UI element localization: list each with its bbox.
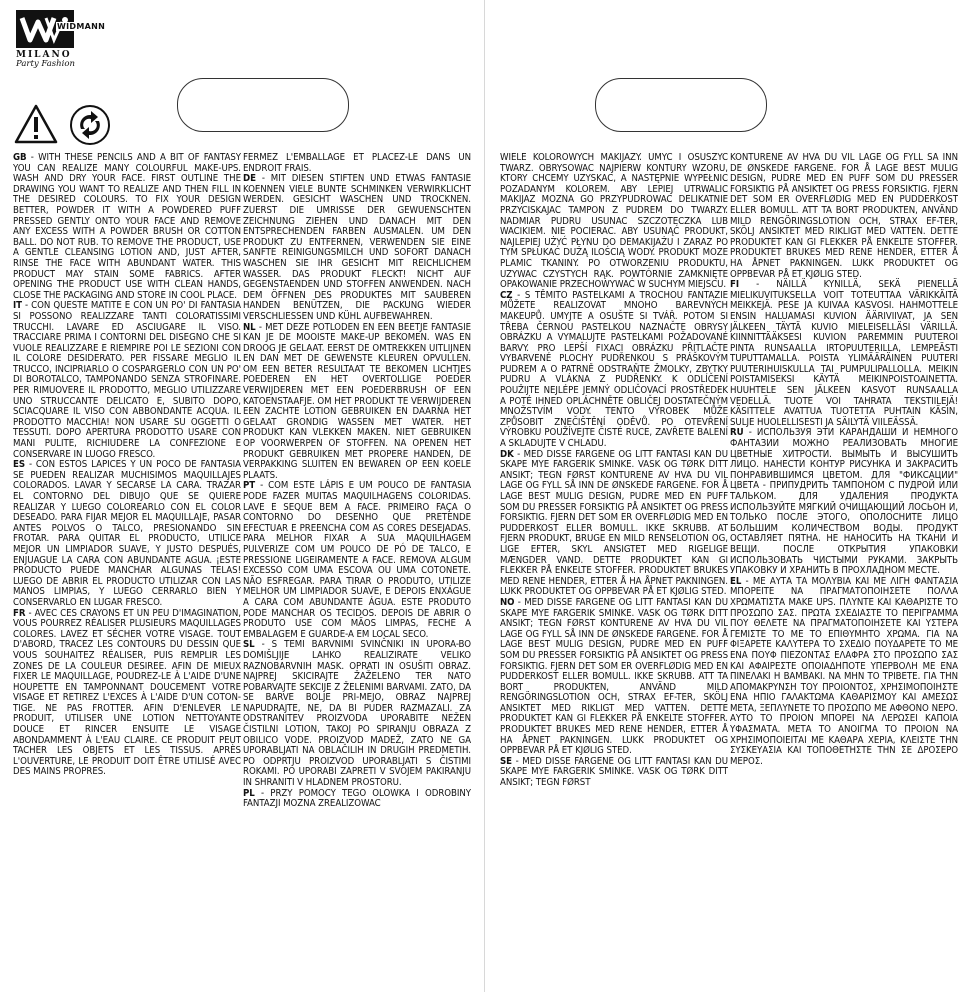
paragraph-no xyxy=(500,598,728,757)
lang-code-pt: PT xyxy=(243,480,256,492)
paragraph-pl-cont-text: WIELE KOLOROWYCH MAKIJAZY. UMYC I OSUSZYC TWARZ. OBRYSOWAC NAJPIERW KONTURY WZORU, KTORY CHCEMY UZYSKAC, A NASTĘPNIE WYPEŁNIC POZADANYM KOLOREM. ABY LEPIEJ UTRWALIC MAKIJAZ MOZNA GO PRZYPUDROWAC DELIKATNIE PRZYCISKAJAC TAMPON Z PUDREM DO TWARZY. NADMIAR PUDRU USUNAC SZCZOTECZKA LUB WACIKIEM. NIE POCIERAC. ABY USUNĄĆ PRODUKT, NAJLEPIEJ UŻYĆ PŁYNU DO DEMAKIJAŻU I ZARAZ PO TYM SPŁUKAĆ DUŻĄ ILOŚCIĄ WODY. PRODUKT MOZE PLAMIC TKANINY. PO OTWORZENIU PRODUKTU, UZYWAC CZYSTYCH RĄK. POWTÓRNIE ZAMKNIĘTE OPAKOWANIE PRZECHOWYWAĆ W SUCHYM MIEJSCU. xyxy=(500,153,728,291)
paragraph-es xyxy=(13,460,241,608)
paragraph-se xyxy=(500,757,728,789)
paragraph-sl xyxy=(243,640,471,788)
lang-code-ru: RU xyxy=(730,427,744,439)
paragraph-nl-text: - MET DEZE POTLODEN EN EEN BEETJE FANTASIE KAN JE DE MOOISTE MAKE-UP BEKOMEN. WAS EN DROOG JE GELAAT. EERST DE OMTREKKEN UITLIJNEN EN DAN MET DE GEWENSTE KLEUREN OPVULLEN. OM EEN BETER RESULTAAT TE BEKOMEN LICHTJES POEDEREN EN HET OVERTOLLIGE POEDER VERWIJDEREN MET EEN POEDERBRUSH OF EEN KATOENSTAAFJE. OM HET PRODUKT TE VERWIJDEREN EEN ZACHTE LOTION GEBRUIKEN EN DAARNA HET GELAAT GRONDIG WASSEN MET WATER. HET PRODUKT KAN VLEKKEN MAKEN. NIET GEBRUIKEN OP VOORWERPEN OF STOFFEN. NA OPENEN HET PRODUKT GEBRUIKEN MET PROPERE HANDEN, DE VERPAKKING SLUITEN EN BEWAREN OP EEN KOELE PLAATS. xyxy=(243,321,471,481)
paragraph-nl xyxy=(243,323,471,482)
paragraph-de-text: - MIT DIESEN STIFTEN UND ETWAS FANTASIE KOENNEN VIELE BUNTE SCHMINKEN VERWIRKLICHT WERDEN. GESICHT WASCHEN UND TROCKNEN. ZUERST DIE UMRISSE DER GEWUENSCHTEN ZEICHNUNG ZIEHEN UND DANACH MIT DEN ENTSPRECHENDEN FARBEN AUSMALEN. UM DEN PRODUKT ZU ENTFERNEN, VERWENDEN SIE EINE SANFTE REINIGUNGSMILCH UND SOFORT DANACH WASCHEN SIE IHR GESICHT MIT REICHLICHEM WASSER. DAS PRODUKT FLECKT! NICHT AUF GEGENSTAENDEN UND STOFFEN ANWENDEN. NACH DEM ÖFFNEN DES PRODUKTES MIT SAUBEREN HANDEN BENÜTZEN, DIE PACKUNG WIEDER VERSCHLIESSEN UND KÜHL AUFBEWAHREN. xyxy=(243,173,471,322)
lang-code-fi: FI xyxy=(730,279,740,291)
warning-triangle-icon xyxy=(14,104,58,144)
paragraph-dk-text: - MED DISSE FARGENE OG LITT FANTASI KAN DU SKAPE MYE FARGERIK SMINKE. VASK OG TØRK DITT ANSIKT; TEGN FØRST KONTURENE AV HVA DU VIL LAGE OG FYLL SÅ INN DE ØNSKEDE FARGENE. FOR Å LAGE BEST MULIG DESIGN, PUDRE MED EN PUFF SOM DU PRESSER FORSIKTIG PÅ ANSIKTET OG PRESS FORSIKTIG. FJERN DET SOM ER OVERFLØDIG MED EN PUDDERKOST ELLER BOMULL. IKKE SKRUBB. AT FJERN PRODUKT, BRUGE EN MILD RENSELOTION OG, LIGE EFTER, SKYL ANSIGTET MED RIGELIGE MÆNGDER VAND. DETTE PRODUKTET KAN GI FLEKKER PÅ ENKELTE STOFFER. PRODUKTET BRUKES MED RENE HENDER, ETTER Å HA ÅPNET PAKNINGEN. LUKK PRODUKTET OG OPPBEVAR PÅ ET KJØLIG STED. xyxy=(500,448,728,598)
paragraph-gb xyxy=(13,153,241,301)
paragraph-pl-text: - PRZY POMOCY TEGO OLOWKA I ODROBINY FANTAZJI MOZNA ZREALIZOWAC xyxy=(243,787,471,810)
paragraph-de xyxy=(243,174,471,322)
paragraph-cz xyxy=(500,291,728,450)
logo-brand-text: WIDMANN xyxy=(57,22,106,31)
paragraph-it xyxy=(13,301,241,460)
lang-code-cz: CZ xyxy=(500,289,513,301)
lang-code-es: ES xyxy=(13,459,26,471)
lang-code-de: DE xyxy=(243,173,256,185)
lang-code-nl: NL xyxy=(243,321,256,333)
text-column-1 xyxy=(13,153,241,983)
lang-code-sl: SL xyxy=(243,639,255,651)
paragraph-fr-cont-text: FERMEZ L'EMBALLAGE ET PLACEZ-LE DANS UN ENDROIT FRAIS. xyxy=(243,153,471,174)
paragraph-pt xyxy=(243,481,471,640)
paragraph-pt-text: - COM ESTE LÁPIS E UM POUCO DE FANTASIA PODE FAZER MUITAS MAQUILHAGENS COLORIDAS. LAVE E SEQUE BEM A FACE. PRIMEIRO FAÇA O CONTORNO DO DESENHO QUE PRETENDE EFECTUAR E PREENCHA COM AS CORES DESEJADAS. PARA MELHOR FIXAR A SUA MAQUILHAGEM PULVERIZE COM UM POUCO DE PÓ DE TALCO, E PRESSIONE LIGEIRAMENTE A FACE. REMOVA ALGUM EXCESSO COM UMA ESCOVA OU UMA COTONETE. NÃO ESFREGAR. PARA TIRAR O PRODUTO, UTILIZE MELHOR UM LIMPIADOR SUAVE, E DEPOIS ENXÁGUE A CARA COM ABUNDANTE ÁGUA. ESTE PRODUTO PODE MANCHAR OS TECIDOS. DEPOIS DE ABRIR O PRODUTO USE COM MÃOS LIMPAS, FECHE A EMBALAGEM E GUARDE-A EM LOCAL SECO. xyxy=(243,480,471,640)
paragraph-fi xyxy=(730,280,958,428)
recycle-icon xyxy=(69,104,111,146)
paragraph-no-text: - MED DISSE FARGENE OG LITT FANTASI KAN DU SKAPE MYE FARGERIK SMINKE. VASK OG TØRK DITT ANSIKT; TEGN FØRST KONTURENE AV HVA DU VIL LAGE OG FYLL SÅ INN DE ØNSKEDE FARGENE. FOR Å LAGE BEST MULIG DESIGN, PUDRE MED EN PUFF SOM DU PRESSER FORSIKTIG PÅ ANSIKTET OG PRESS FORSIKTIG. FJERN DET SOM ER OVERFLØDIG MED EN PUDDERKOST ELLER BOMULL. IKKE SKRUBB. ATT TA BORT PRODUKTEN, ANVÄND MILD RENGÖRINGSLOTION OCH, STRAX EF-TER, SKÖLJ ANSIKTET MED RIKLIGT MED VATTEN. DETTE PRODUKTET KAN GI FLEKKER PÅ ENKELTE STOFFER. PRODUKTET BRUKES MED RENE HENDER, ETTER Å HA ÅPNET PAKNINGEN. LUKK PRODUKTET OG OPPBEVAR PÅ ET KJØLIG STED. xyxy=(500,596,728,757)
text-column-3 xyxy=(500,153,728,983)
hanger-hole-right xyxy=(595,78,767,132)
paragraph-pl-cont xyxy=(500,153,728,291)
logo-tagline: Party Fashion xyxy=(16,59,75,69)
lang-code-no: NO xyxy=(500,596,515,608)
lang-code-se: SE xyxy=(500,755,513,767)
paragraph-dk xyxy=(500,450,728,598)
lang-code-el: EL xyxy=(730,575,742,587)
paragraph-pl xyxy=(243,789,471,810)
paragraph-fr xyxy=(13,609,241,779)
paragraph-se-text: - MED DISSE FARGENE OG LITT FANTASI KAN DU SKAPE MYE FARGERIK SMINKE. VASK OG TØRK DITT ANSIKT; TEGN FØRST xyxy=(500,755,728,789)
paragraph-fr-cont xyxy=(243,153,471,174)
paragraph-ru xyxy=(730,428,958,576)
lang-code-pl: PL xyxy=(243,787,255,799)
logo-city: MILANO xyxy=(16,50,72,60)
paragraph-el-text: - ΜΕ ΑΥΤΑ ΤΑ ΜΟΛΥΒΙΑ ΚΑΙ ΜΕ ΛΙΓΗ ΦΑΝΤΑΣΙΑ ΜΠΟΡΕΙΤΕ ΝΑ ΠΡΑΓΜΑΤΟΠΟΙΗΣΕΤΕ ΠΟΛΛΑ ΧΡΩΜΑΤΙΣΤΑ MAKE UPS. ΠΛΥΝΤΕ ΚΑΙ ΚΑΘΑΡΙΣΤΕ ΤΟ ΠΡΟΣΩΠΟ ΣΑΣ. ΠΡΩΤΑ ΣΧΕΔΙΑΣΤΕ ΤΟ ΠΕΡΙΓΡΑΜΜΑ ΠΟΥ ΘΕΛΕΤΕ ΝΑ ΠΡΑΓΜΑΤΟΠΟΙΗΣΕΤΕ ΚΑΙ ΥΣΤΕΡΑ ΓΕΜΙΣΤΕ ΤΟ ΜΕ ΤΟ ΕΠΙΘΥΜΗΤΟ ΧΡΩΜΑ. ΓΙΑ ΝΑ ΦΙΞΑΡΕΤΕ ΚΑΛΥΤΕΡΑ ΤΟ ΣΧΕΔΙΟ ΠΟΥΔΑΡΕΤΕ ΤΟ ΜΕ ΕΝΑ ΠΟΥΦ ΠΙΕΖΟΝΤΑΣ ΕΛΑΦΡΑ ΣΤΟ ΠΡΟΣΩΠΟ ΣΑΣ ΚΑΙ ΑΦΑΙΡΕΣΤΕ ΟΠΟΙΑΔΗΠΟΤΕ ΥΠΕΡΒΟΛΗ ΜΕ ΕΝΑ ΠΙΝΕΛΑΚΙ Η ΒΑΜΒΑΚΙ. ΝΑ ΜΗΝ ΤΟ ΤΡΙΒΕΤΕ. ΓΙΑ ΤΗΝ ΑΠΟΜΑΚΡΥΝΣΗ ΤΟΥ ΠΡΟΙΟΝΤΟΣ, ΧΡΗΣΙΜΟΠΟΙΗΣΤΕ ΕΝΑ ΗΠΙΟ ΓΑΛΑΚΤΩΜΑ ΚΑΘΑΡΙΣΜΟΥ ΚΑΙ ΑΜΕΣΩΣ ΜΕΤΑ, ΞΕΠΛΥΝΕΤΕ ΤΟ ΠΡΟΣΩΠΟ ΜΕ ΑΦΘΟΝΟ ΝΕΡΟ. ΑΥΤΟ ΤΟ ΠΡΟΙΟΝ ΜΠΟΡΕΙ ΝΑ ΛΕΡΩΣΕΙ ΚΑΠΟΙΑ ΥΦΑΣΜΑΤΑ. ΜΕΤΑ ΤΟ ΑΝΟΙΓΜΑ ΤΟ ΠΡΟΙΟΝ ΝΑ ΧΡΗΣΙΜΟΠΟΙΕΙΤΑΙ ΜΕ ΚΑΘΑΡΑ ΧΕΡΙΑ, ΚΛΕΙΣΤΕ ΤΗΝ ΣΥΣΚΕΥΑΣΙΑ ΚΑΙ ΤΟΠΟΘΕΤΗΣΤΕ ΤΗΝ ΣΕ ΔΡΟΣΕΡΟ ΜΕΡΟΣ. xyxy=(730,575,958,767)
paragraph-se-cont-text: KONTURENE AV HVA DU VIL LAGE OG FYLL SÅ INN DE ØNSKEDE FARGENE. FOR Å LAGE BEST MULIG DESIGN, PUDRE MED EN PUFF SOM DU PRESSER FORSIKTIG PÅ ANSIKTET OG PRESS FORSIKTIG. FJERN DET SOM ER OVERFLØDIG MED EN PUDDERKOST ELLER BOMULL. ATT TA BORT PRODUKTEN, ANVÄND MILD RENGÖRINGSLOTION OCH, STRAX EF-TER, SKÖLJ ANSIKTET MED RIKLIGT MED VATTEN. DETTE PRODUKTET KAN GI FLEKKER PÅ ENKELTE STOFFER. PRODUKTET BRUKES MED RENE HENDER, ETTER Å HA ÅPNET PAKNINGEN. LUKK PRODUKTET OG OPPBEVAR PÅ ET KJØLIG STED. xyxy=(730,153,958,280)
hanger-hole-left xyxy=(177,78,349,132)
lang-code-fr: FR xyxy=(13,607,26,619)
safety-symbols xyxy=(14,104,117,146)
paragraph-fr-text: - AVEC CES CRAYONS ET UN PEU D'IMAGINATION, VOUS POURREZ RÉALISER PLUSIEURS MAQUILLAGES COLORES. LAVEZ ET SÉCHER VOTRE VISAGE. TOUT D'ABORD, TRACEZ LES CONTOURS DU DESSIN QUE VOUS SOUHAITEZ RÉALISER, PUIS REMPLIR LES ZONES DE LA COULEUR DESIREE. AFIN DE MIEUX FIXER LE MAQUILLAGE, POUDREZ-LE À L'AIDE D'UNE HOUPETTE EN TAMPONNANT DOUCEMENT VOTRE VISAGE ET RETIREZ L'EXCES À L'AIDE D'UN COTON-TIGE. NE PAS FROTTER. AFIN D'ENLEVER LE PRODUIT, UTILISER UNE LOTION NETTOYANTE DOUCE ET RINCER ENSUITE LE VISAGE ABONDAMMENT À L'EAU CLAIRE. CE PRODUIT PEUT TACHER LES OBJETS ET LES TISSUS. APRÈS L'OUVERTURE, LE PRODUIT DOIT ÊTRE UTILISÉ AVEC DES MAINS PROPRES. xyxy=(13,607,241,778)
text-column-2 xyxy=(243,153,471,983)
paragraph-ru-text: - ИСПОЛЬЗУЯ ЭТИ КАРАНДАШИ И НЕМНОГО ФАНТАЗИИ МОЖНО РЕАЛИЗОВАТЬ МНОГИЕ ЦВЕТНЫЕ ХИТРОСТИ. ВЫМЫТЬ И ВЫСУШИТЬ ЛИЦО. НАНЕСТИ КОНТУР РИСУНКА И ЗАКРАСИТЬ ПОНРАВИВШИМСЯ ЦВЕТОМ. ДЛЯ "ФИКСАЦИИ" ЦВЕТА - ПРИПУДРИТЬ ТАМПОНОМ С ПУДРОЙ ИЛИ ТАЛЬКОМ. ДЛЯ УДАЛЕНИЯ ПРОДУКТА ИСПОЛЬЗУЙТЕ МЯГКИЙ ОЧИЩАЮЩИЙ ЛОСЬОН И, ТОЛЬКО ПОСЛЕ ЭТОГО, ОПОЛОСНИТЕ ЛИЦО БОЛЬШИМ КОЛИЧЕСТВОМ ВОДЫ. ПРОДУКТ ОСТАВЛЯЕТ ПЯТНА. НЕ НАНОСИТЬ НА ТКАНИ И ВЕЩИ. ПОСЛЕ ОТКРЫТИЯ УПАКОВКИ ИСПОЛЬЗОВАТЬ ЧИСТЫМИ РУКАМИ. ЗАКРЫТЬ УПАКОВКУ И ХРАНИТЬ В ПРОХЛАДНОМ МЕСТЕ. xyxy=(730,427,958,577)
paragraph-sl-text: - S TEMI BARVNIMI SVINČNIKI IN UPORA-BO DOMIŠLJIJE LAHKO REALIZIRATE VELIKO RAZNOBARVNIH MASK. OPRATI IN OSUŠITI OBRAZ. NAJPREJ SKICIRAJTE ŽAŽELENO TER NATO POBARVAJTE SEKCIJE Z ŽELENIMI BARVAMI. ZATO, DA SE BARVE BOLJE PRI-MEJO, OBRAZ NAJPREJ NAPUDRAJTE, NE, DA BI PUDER RAZMAZALI. ZA ODSTRANITEV PROIZVODA UPORABITE NEŽEN ČISTILNI LOTION, TAKOJ PO SPIRANJU OBRAZA Z OBILICO VODE. PROIZVOD MADEŽ, ZATO NE GA UPORABLJATI NA OBLAČILIH IN DRUGIH PREDMETIH. PO ODPRTJU PROIZVOD UPORABLJATI S ČISTIMI ROKAMI. PO UPORABI ZAPRETI V SVOJEM PAKIRANJU IN SHRANITI V HLADNEM PROSTORU. xyxy=(243,639,471,789)
paragraph-es-text: - CON ESTOS LAPICES Y UN POCO DE FANTASIA SE PUEDEN REALIZAR MUCHISIMOS MAQUILLAJES COLORADOS. LAVAR Y SECARSE LA CARA. TRAZAR EL CONTORNO DEL DIBUJO QUE SE QUIERE REALIZAR Y LUEGO COLOREARLO CON EL COLOR DESEADO. PARA FIJAR MEJOR EL MAQUILLAJE, PASAR ANTES POLVOS O TALCO, PRESIONANDO SIN FROTAR. PARA QUITAR EL PRODUCTO, UTILICE MEJOR UN LIMPIADOR SUAVE, Y JUSTO DESPUÉS, ENJUAGUE LA CARA CON ABUNDANTE AGUA. ¡ESTE PRODUCTO PUEDE MANCHAR ALGUNAS TELAS! LUEGO DE ABRIR EL PRODUCTO UTILIZAR CON LAS MANOS LIMPIAS, Y LUEGO CERRARLO BIEN Y CONSERVARLO EN LUGAR FRESCO. xyxy=(13,459,241,608)
text-column-4 xyxy=(730,153,958,983)
paragraph-cz-text: - S TĚMITO PASTELKAMI A TROCHOU FANTAZIE MŮŽETE REALIZOVAT MNOHO BAREVNÝCH MAKEUPŮ. UMYJTE A OSUŠTE SI TVÁŘ. POTOM SI TŘEBA ČERNOU PASTELKOU NAZNAČTE OBRYSY OBRÁZKU A VYMALUJTE PASTELKAMI POŽADOVANÉ BARVY. PRO LEPŠÍ FIXACI OBRÁZKU PŘITLAČTE VYBARVENÉ PLOCHY PUDŘENKOU S PRÁŠKOVÝM PUDREM A O PATRNĚ ODSTRAŇTE ŽMOLKY, ZBYTKY PUDRU A VLÁKNA Z PUDŘENKY. K ODLÍČENÍ POUŽIJTE NEJLÉPE JEMNÝ ODLIČOVACÍ PROSTŘEDEK A POTÉ IHNED OPLÁCHNĚTE OBLIČEJ DOSTATEČNÝM MNOŽSTVÍM VODY. TENTO VÝROBEK MŮŽE ZPŮSOBIT ZNEČIŠTĚNÍ ODĚVŮ. PO OTEVŘENÍ VÝROBKU POUŽÍVEJTE ČISTÉ RUCE, ZAVŘETE BALENÍ A SKLADUJTE V CHLADU. xyxy=(500,289,728,450)
lang-code-dk: DK xyxy=(500,448,514,460)
paragraph-se-cont xyxy=(730,153,958,280)
paragraph-el xyxy=(730,577,958,768)
paragraph-fi-text: - NÄILLÄ KYNILLÄ, SEKÄ PIENELLÄ MIELIKUVITUKSELLA VOIT TOTEUTTAA VÄRIKKÄITÄ MEIKKEJÄ. PESE JA KUIVAA KASVOSI. HAHMOTTELE ENSIN HALUAMASI KUVION ÄÄRIVIIVAT, JA SEN JÄLKEEN TÄYTÄ KUVIO MIELEISELLÄSI VÄRILLÄ. KIINNITTÄÄKSESI KUVION PAREMMIN PUUTEROI PINTA RUNSAALLA IRTOPUUTERILLA, LEMPEÄSTI TUPUTTAMALLA. POISTA YLIMÄÄRÄINEN PUUTERI PUUTERIHUISKULLA TAI PUMPULIPALLOLLA. MEIKIN POISTAMISEKSI KÄYTÄ MEIKINPOISTOAINETTA. HUUHTELE SEN JÄLKEEN KASVOT RUNSAALLA VEDELLÄ. TUOTE VOI TAHRATA TEKSTIILEJÄ! KÄSITTELE AVATTUA TUOTETTA PUHTAIN KÄSIN, SULJE HUOLELLISESTI JA SÄILYTÄ VIILEÄSSÄ. xyxy=(730,279,958,428)
brand-logo xyxy=(16,10,106,69)
lang-code-it: IT xyxy=(13,300,22,312)
lang-code-gb: GB xyxy=(13,153,27,163)
paragraph-it-text: - CON QUESTE MATITE E CON UN PO' DI FANTASIA SI POSSONO REALIZZARE TANTI COLORATISSIMI TRUCCHI. LAVARE ED ASCIUGARE IL VISO. TRACCIARE PRIMA I CONTORNI DEL DISEGNO CHE SI VUOLE REALIZZARE E RIEMPIRE POI LE SEZIONI CON IL COLORE DESIDERATO. PER FISSARE MEGLIO IL TRUCCO, INCIPRIARLO O COSPARGERLO CON UN PO' DI BOROTALCO, TAMPONANDO SENZA STROFINARE. PER RIMUOVERE IL PRODOTTO, MEGLIO UTILIZZARE UNO STRUCCANTE DELICATO E, SUBITO DOPO, SCIACQUARE IL VISO CON ABBONDANTE ACQUA. IL PRODOTTO MACCHIA! NON USARE SU OGGETTI O TESSUTI. DOPO APERTURA PRODOTTO USARE CON MANI PULITE, RICHIUDERE LA CONFEZIONE E CONSERVARE IN LUOGO FRESCO. xyxy=(13,300,241,460)
paragraph-gb-text: - WITH THESE PENCILS AND A BIT OF FANTASY YOU CAN REALIZE MANY COLOURFUL MAKE-UPS. WASH AND DRY YOUR FACE. FIRST OUTLINE THE DRAWING YOU WANT TO REALIZE AND THEN FILL IN THE DESIRED COLOURS. TO FIX YOUR DESIGN BETTER, POWDER IT WITH A POWDERED PUFF PRESSED GENTLY ONTO YOUR FACE AND REMOVE ANY EXCESS WITH A POWDER BRUSH OR COTTON BALL. DO NOT RUB. TO REMOVE THE PRODUCT, USE A GENTLE CLEANSING LOTION AND, JUST AFTER, RINSE THE FACE WITH ABUNDANT WATER. THIS PRODUCT MAY STAIN SOME FABRICS. AFTER OPENING THE PRODUCT USE WITH CLEAN HANDS, CLOSE THE PACKAGING AND STORE IN COOL PLACE. xyxy=(13,153,241,301)
